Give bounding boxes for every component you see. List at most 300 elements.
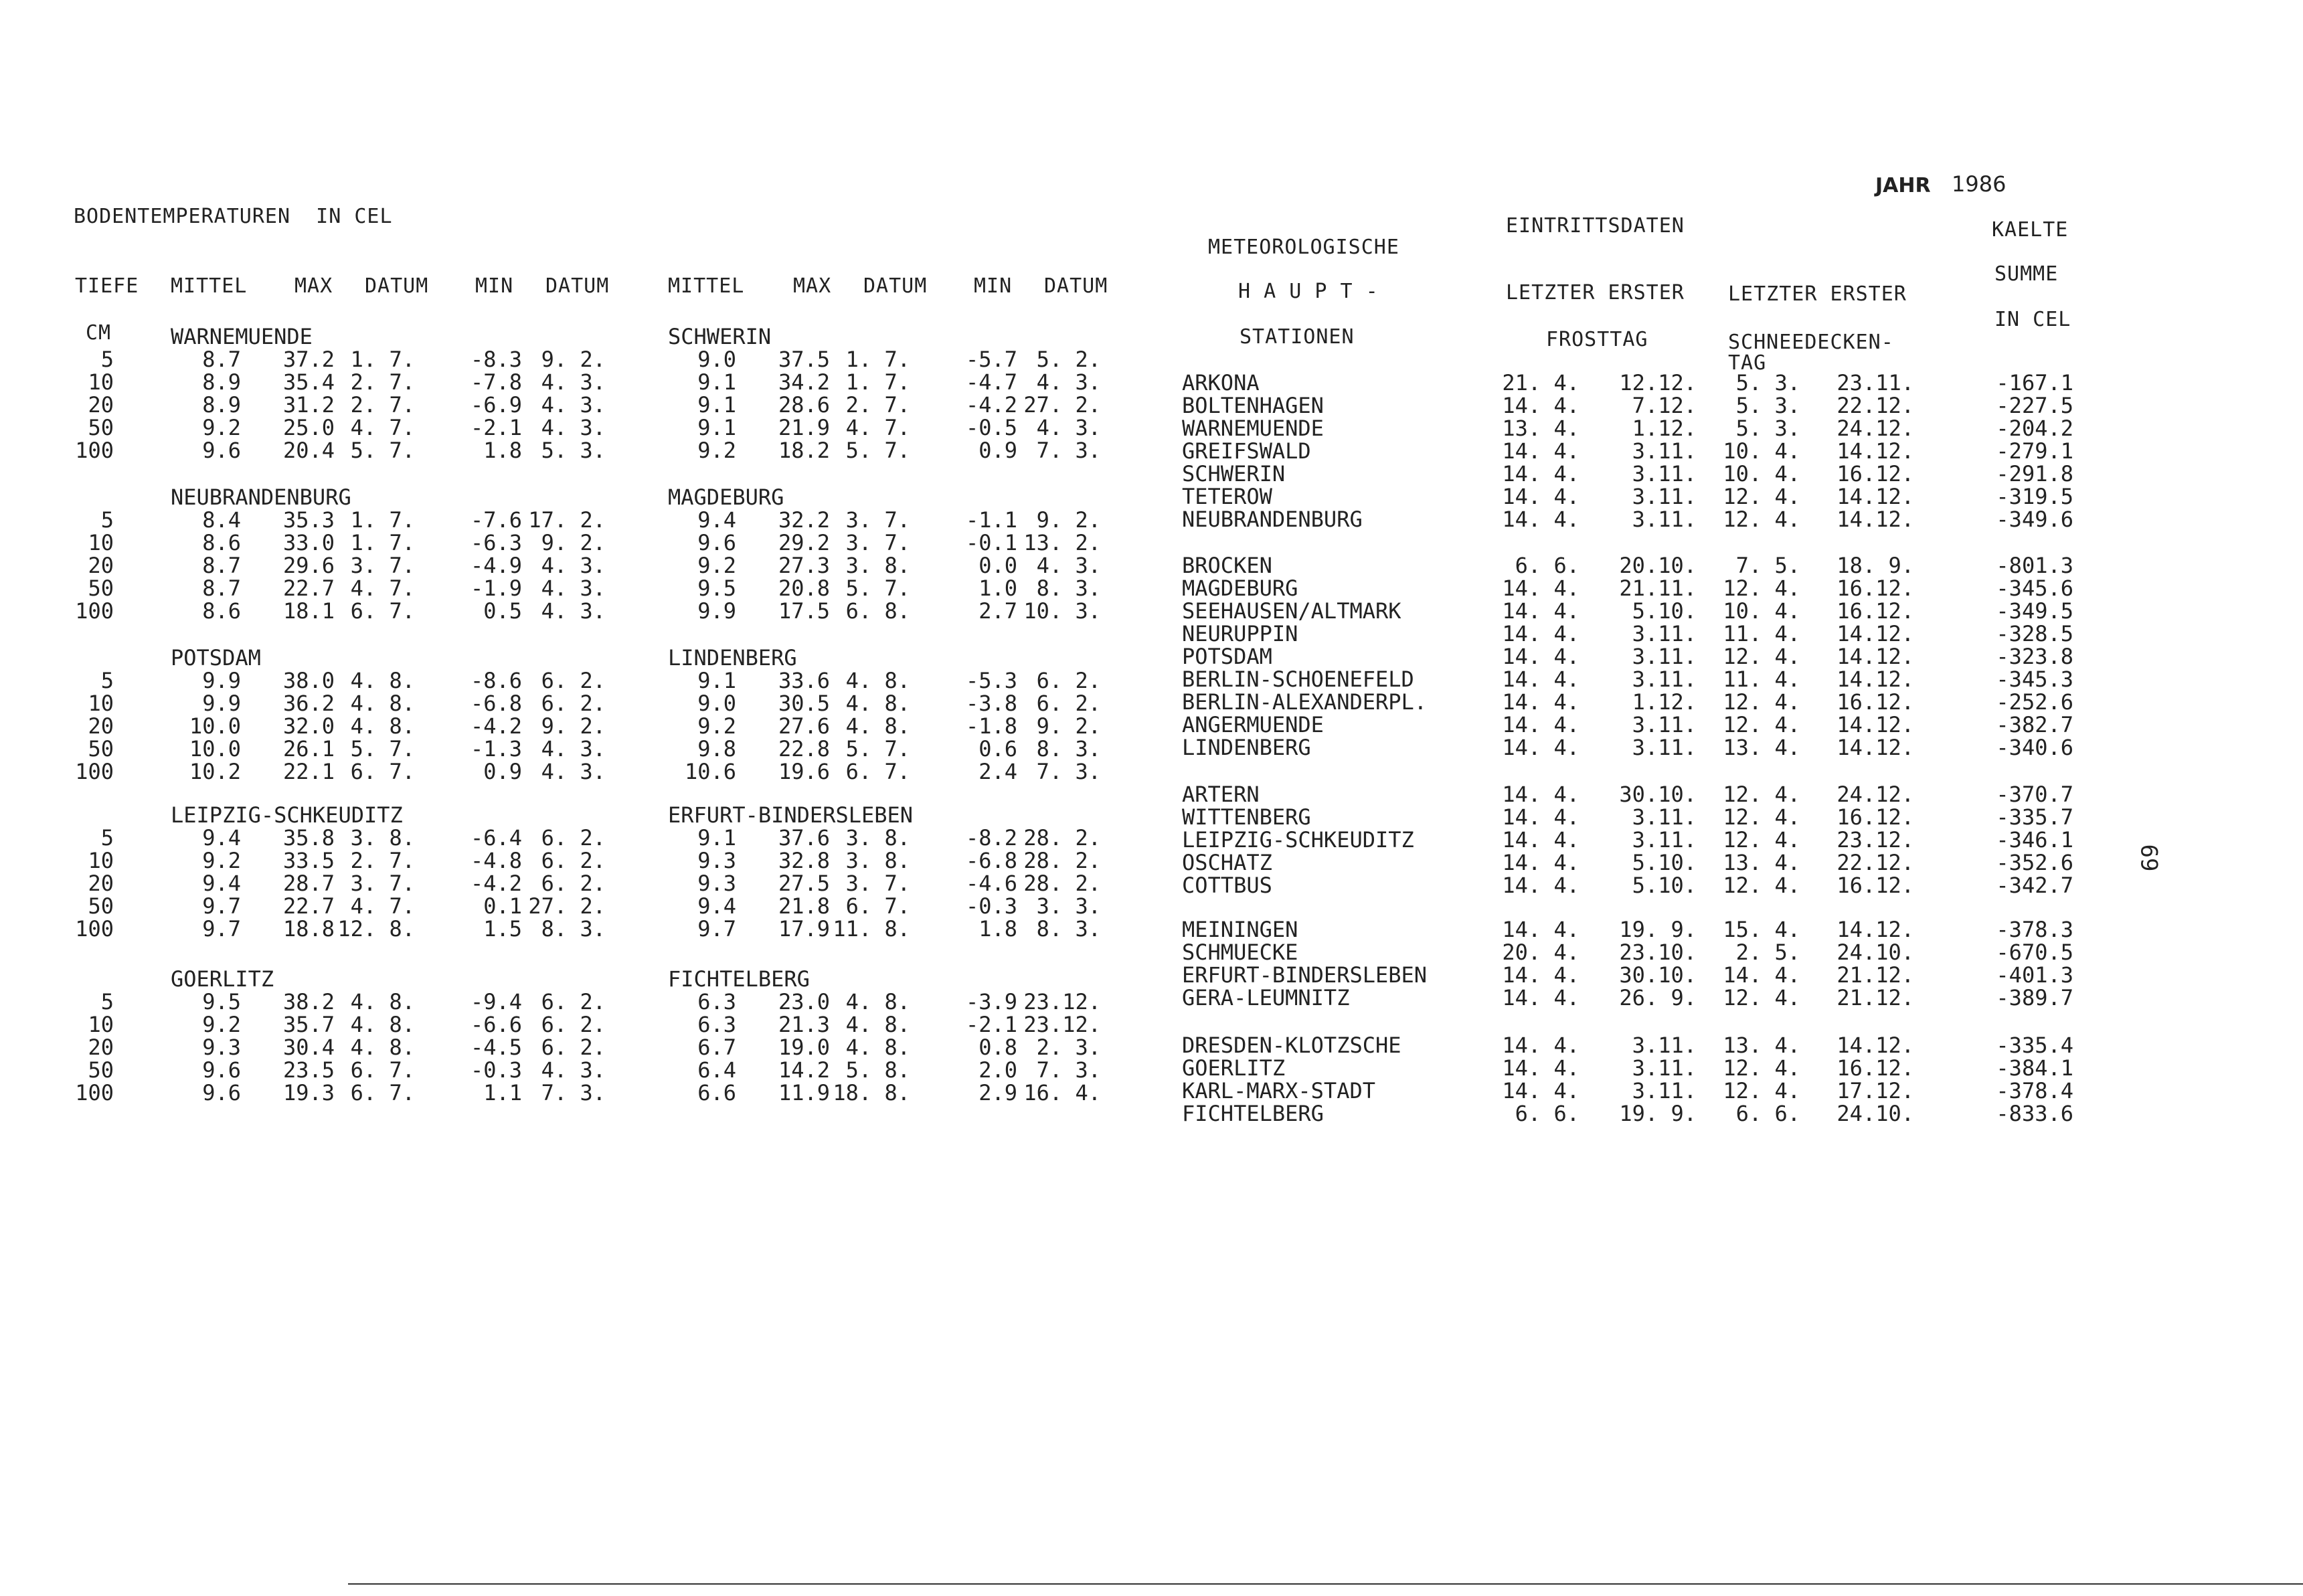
soil-value-cell: 9.6 — [697, 530, 736, 555]
depth-cell: 50 — [88, 575, 114, 601]
soil-value-cell: 9.3 — [697, 848, 736, 873]
soil-value-cell: 22.1 — [282, 759, 335, 784]
soil-value-cell: 28. 2. — [1023, 848, 1101, 873]
date-cell: 3.11. — [1632, 621, 1697, 646]
soil-value-cell: 2.4 — [978, 759, 1017, 784]
station-name: ANGERMUENDE — [1182, 712, 1324, 737]
soil-value-cell: 6. 2. — [541, 989, 606, 1014]
date-cell: 14. 4. — [1502, 689, 1580, 715]
date-cell: 19. 9. — [1619, 917, 1697, 942]
header-meteorologische: METEOROLOGISCHE — [1208, 236, 1399, 259]
station-name: ARKONA — [1182, 370, 1260, 395]
soil-value-cell: 10.0 — [189, 736, 241, 762]
soil-value-cell: 9.9 — [202, 668, 241, 693]
station-block-name: WARNEMUENDE — [171, 324, 313, 349]
date-cell: 16.12. — [1837, 804, 1914, 830]
soil-value-cell: 27.6 — [778, 713, 830, 739]
soil-value-cell: 34.2 — [778, 369, 830, 395]
depth-cell: 50 — [88, 415, 114, 440]
soil-value-cell: 9.2 — [697, 553, 736, 578]
date-cell: 16.12. — [1837, 1055, 1914, 1081]
date-cell: 14. 4. — [1502, 917, 1580, 942]
soil-value-cell: 23.0 — [778, 989, 830, 1014]
soil-value-cell: 8.7 — [202, 575, 241, 601]
soil-value-cell: -0.5 — [965, 415, 1017, 440]
date-cell: 12. 4. — [1723, 712, 1800, 737]
soil-value-cell: 18. 8. — [833, 1080, 910, 1105]
soil-value-cell: 33.5 — [282, 848, 335, 873]
kaelte-sum-cell: -345.3 — [1996, 667, 2073, 692]
soil-value-cell: -0.3 — [965, 893, 1017, 919]
soil-value-cell: 11.9 — [778, 1080, 830, 1105]
soil-value-cell: 27. 2. — [528, 893, 606, 919]
station-name: ARTERN — [1182, 782, 1260, 807]
date-cell: 5. 3. — [1735, 416, 1800, 441]
date-cell: 24.12. — [1837, 416, 1914, 441]
soil-value-cell: 8.9 — [202, 392, 241, 418]
date-cell: 16.12. — [1837, 873, 1914, 898]
soil-value-cell: 1.5 — [483, 916, 522, 942]
soil-value-cell: 4. 8. — [845, 691, 910, 716]
date-cell: 3.11. — [1632, 507, 1697, 532]
soil-value-cell: 4. 8. — [350, 1035, 415, 1060]
kaelte-sum-cell: -323.8 — [1996, 644, 2073, 669]
header-frosttag: FROSTTAG — [1546, 328, 1648, 351]
date-cell: 14. 4. — [1502, 962, 1580, 988]
date-cell: 14.12. — [1837, 917, 1914, 942]
soil-value-cell: 17.9 — [778, 916, 830, 942]
date-cell: 14. 4. — [1502, 985, 1580, 1010]
bottom-rule — [348, 1583, 2303, 1585]
soil-value-cell: 4. 8. — [350, 1012, 415, 1037]
kaelte-sum-cell: -384.1 — [1996, 1055, 2073, 1081]
soil-value-cell: 5. 7. — [845, 438, 910, 463]
date-cell: 21.12. — [1837, 962, 1914, 988]
soil-value-cell: 8. 3. — [1036, 575, 1101, 601]
soil-value-cell: 4. 8. — [845, 668, 910, 693]
soil-value-cell: 9.7 — [202, 893, 241, 919]
date-cell: 12. 4. — [1723, 1078, 1800, 1103]
soil-value-cell: 35.4 — [282, 369, 335, 395]
soil-value-cell: 5. 7. — [845, 575, 910, 601]
station-name: NEURUPPIN — [1182, 621, 1298, 646]
station-name: GREIFSWALD — [1182, 438, 1311, 464]
soil-value-cell: -7.6 — [470, 507, 522, 533]
depth-cell: 100 — [75, 1080, 114, 1105]
date-cell: 7. 5. — [1735, 553, 1800, 578]
soil-value-cell: 9.4 — [697, 893, 736, 919]
station-name: BOLTENHAGEN — [1182, 393, 1324, 418]
date-cell: 16.12. — [1837, 461, 1914, 486]
date-cell: 11. 4. — [1723, 621, 1800, 646]
soil-value-cell: -5.3 — [965, 668, 1017, 693]
soil-value-cell: 3. 7. — [350, 871, 415, 896]
soil-value-cell: 23.5 — [282, 1057, 335, 1083]
date-cell: 30.10. — [1619, 962, 1697, 988]
soil-value-cell: 2. 7. — [350, 392, 415, 418]
soil-value-cell: 4. 8. — [350, 713, 415, 739]
soil-value-cell: 10.2 — [189, 759, 241, 784]
depth-cell: 5 — [100, 989, 114, 1014]
station-block-name: ERFURT-BINDERSLEBEN — [668, 802, 914, 828]
station-name: WARNEMUENDE — [1182, 416, 1324, 441]
soil-value-cell: -6.3 — [470, 530, 522, 555]
date-cell: 30.10. — [1619, 782, 1697, 807]
soil-value-cell: 4. 3. — [1036, 415, 1101, 440]
date-cell: 18. 9. — [1837, 553, 1914, 578]
soil-value-cell: 19.6 — [778, 759, 830, 784]
date-cell: 21.11. — [1619, 575, 1697, 601]
depth-cell: 20 — [88, 871, 114, 896]
soil-value-cell: 6.4 — [697, 1057, 736, 1083]
soil-value-cell: 4. 7. — [350, 893, 415, 919]
soil-value-cell: 35.7 — [282, 1012, 335, 1037]
soil-value-cell: -4.2 — [470, 713, 522, 739]
soil-value-cell: 4. 3. — [541, 736, 606, 762]
date-cell: 3.11. — [1632, 735, 1697, 760]
soil-value-cell: 6. 7. — [350, 598, 415, 624]
soil-value-cell: -3.8 — [965, 691, 1017, 716]
soil-value-cell: 20.4 — [282, 438, 335, 463]
date-cell: 14. 4. — [1502, 1055, 1580, 1081]
kaelte-sum-cell: -319.5 — [1996, 484, 2073, 509]
header-min-right: MIN — [974, 274, 1013, 298]
header-datum-right-2: DATUM — [1044, 274, 1108, 298]
soil-value-cell: 4. 8. — [350, 668, 415, 693]
soil-value-cell: 6. 2. — [541, 825, 606, 851]
soil-value-cell: 18.2 — [778, 438, 830, 463]
soil-value-cell: 13. 2. — [1023, 530, 1101, 555]
soil-value-cell: -4.8 — [470, 848, 522, 873]
soil-value-cell: -4.9 — [470, 553, 522, 578]
soil-value-cell: 8. 3. — [1036, 736, 1101, 762]
soil-value-cell: 31.2 — [282, 392, 335, 418]
soil-value-cell: 4. 8. — [350, 691, 415, 716]
date-cell: 14. 4. — [1502, 712, 1580, 737]
soil-value-cell: -6.6 — [470, 1012, 522, 1037]
soil-value-cell: 1.8 — [978, 916, 1017, 942]
soil-value-cell: 9.7 — [202, 916, 241, 942]
depth-cell: 10 — [88, 848, 114, 873]
soil-value-cell: 25.0 — [282, 415, 335, 440]
soil-value-cell: 4. 3. — [1036, 369, 1101, 395]
soil-value-cell: 9.5 — [202, 989, 241, 1014]
soil-value-cell: 4. 7. — [350, 575, 415, 601]
soil-value-cell: 9.2 — [202, 415, 241, 440]
date-cell: 12. 4. — [1723, 873, 1800, 898]
station-name: BERLIN-ALEXANDERPL. — [1182, 689, 1428, 715]
soil-value-cell: 4. 8. — [845, 1035, 910, 1060]
station-name: WITTENBERG — [1182, 804, 1311, 830]
soil-value-cell: 22.7 — [282, 575, 335, 601]
soil-value-cell: 9.2 — [697, 713, 736, 739]
date-cell: 3.11. — [1632, 804, 1697, 830]
kaelte-sum-cell: -382.7 — [1996, 712, 2073, 737]
soil-value-cell: 1.0 — [978, 575, 1017, 601]
soil-value-cell: 3. 8. — [845, 825, 910, 851]
date-cell: 23.12. — [1837, 827, 1914, 853]
date-cell: 5.10. — [1632, 850, 1697, 875]
soil-value-cell: 30.4 — [282, 1035, 335, 1060]
soil-value-cell: 8.6 — [202, 598, 241, 624]
date-cell: 20.10. — [1619, 553, 1697, 578]
station-name: SEEHAUSEN/ALTMARK — [1182, 598, 1401, 624]
header-summe: SUMME — [1994, 262, 2059, 286]
soil-value-cell: -6.4 — [470, 825, 522, 851]
header-max: MAX — [294, 274, 333, 298]
soil-value-cell: 0.6 — [978, 736, 1017, 762]
date-cell: 3.11. — [1632, 712, 1697, 737]
soil-value-cell: 33.0 — [282, 530, 335, 555]
depth-cell: 5 — [100, 507, 114, 533]
soil-value-cell: 9.1 — [697, 392, 736, 418]
soil-value-cell: 9. 2. — [541, 347, 606, 372]
station-name: ERFURT-BINDERSLEBEN — [1182, 962, 1428, 988]
date-cell: 14.12. — [1837, 484, 1914, 509]
soil-value-cell: 9. 2. — [1036, 507, 1101, 533]
soil-value-cell: 9. 2. — [1036, 713, 1101, 739]
soil-value-cell: 9.2 — [202, 848, 241, 873]
soil-value-cell: 35.3 — [282, 507, 335, 533]
year-value: 1986 — [1952, 171, 2007, 197]
station-name: FICHTELBERG — [1182, 1101, 1324, 1126]
soil-value-cell: 8.6 — [202, 530, 241, 555]
header-tag: TAG — [1728, 351, 1767, 375]
soil-value-cell: 4. 3. — [541, 1057, 606, 1083]
kaelte-sum-cell: -346.1 — [1996, 827, 2073, 853]
soil-value-cell: 9.1 — [697, 825, 736, 851]
soil-value-cell: 9.6 — [202, 1080, 241, 1105]
soil-value-cell: 21.3 — [778, 1012, 830, 1037]
date-cell: 24.12. — [1837, 782, 1914, 807]
date-cell: 14. 4. — [1502, 393, 1580, 418]
date-cell: 12. 4. — [1723, 985, 1800, 1010]
station-name: TETEROW — [1182, 484, 1272, 509]
soil-value-cell: 10.0 — [189, 713, 241, 739]
soil-value-cell: 26.1 — [282, 736, 335, 762]
soil-value-cell: 2. 7. — [350, 848, 415, 873]
soil-value-cell: 32.2 — [778, 507, 830, 533]
soil-value-cell: 18.8 — [282, 916, 335, 942]
soil-value-cell: 11. 8. — [833, 916, 910, 942]
soil-value-cell: 32.0 — [282, 713, 335, 739]
soil-value-cell: 12. 8. — [337, 916, 415, 942]
soil-value-cell: 2.9 — [978, 1080, 1017, 1105]
soil-value-cell: -1.9 — [470, 575, 522, 601]
station-name: MAGDEBURG — [1182, 575, 1298, 601]
header-max-right: MAX — [793, 274, 832, 298]
date-cell: 12.12. — [1619, 370, 1697, 395]
header-mittel: MITTEL — [171, 274, 248, 298]
date-cell: 16.12. — [1837, 689, 1914, 715]
header-haupt: H A U P T - — [1238, 280, 1379, 303]
soil-value-cell: 6. 7. — [845, 759, 910, 784]
depth-cell: 100 — [75, 438, 114, 463]
soil-value-cell: 10.6 — [684, 759, 736, 784]
depth-cell: 50 — [88, 736, 114, 762]
soil-value-cell: 8.7 — [202, 553, 241, 578]
soil-value-cell: -4.2 — [470, 871, 522, 896]
date-cell: 5. 3. — [1735, 370, 1800, 395]
soil-value-cell: 1. 7. — [350, 507, 415, 533]
soil-value-cell: 9.8 — [697, 736, 736, 762]
soil-value-cell: 9.5 — [697, 575, 736, 601]
soil-value-cell: 5. 7. — [845, 736, 910, 762]
header-letzter-erster-schnee: LETZTER ERSTER — [1728, 282, 1907, 306]
station-name: GOERLITZ — [1182, 1055, 1286, 1081]
date-cell: 14. 4. — [1502, 507, 1580, 532]
soil-value-cell: 9.1 — [697, 415, 736, 440]
header-cm: CM — [86, 321, 112, 345]
kaelte-sum-cell: -167.1 — [1996, 370, 2073, 395]
date-cell: 14. 4. — [1502, 735, 1580, 760]
soil-value-cell: 29.2 — [778, 530, 830, 555]
soil-value-cell: 1.1 — [483, 1080, 522, 1105]
date-cell: 14. 4. — [1502, 1033, 1580, 1058]
date-cell: 3.11. — [1632, 1033, 1697, 1058]
soil-value-cell: 4. 3. — [541, 759, 606, 784]
date-cell: 12. 4. — [1723, 1055, 1800, 1081]
soil-value-cell: 19.0 — [778, 1035, 830, 1060]
date-cell: 12. 4. — [1723, 507, 1800, 532]
date-cell: 14.12. — [1837, 621, 1914, 646]
date-cell: 3.11. — [1632, 827, 1697, 853]
station-name: OSCHATZ — [1182, 850, 1272, 875]
soil-value-cell: 27.3 — [778, 553, 830, 578]
date-cell: 14.12. — [1837, 1033, 1914, 1058]
date-cell: 6. 6. — [1515, 1101, 1580, 1126]
soil-value-cell: 4. 3. — [541, 415, 606, 440]
station-block-name: SCHWERIN — [668, 324, 772, 349]
station-block-name: LEIPZIG-SCHKEUDITZ — [171, 802, 403, 828]
kaelte-sum-cell: -227.5 — [1996, 393, 2073, 418]
soil-value-cell: 27. 2. — [1023, 392, 1101, 418]
station-name: POTSDAM — [1182, 644, 1272, 669]
soil-value-cell: 28.7 — [282, 871, 335, 896]
station-block-name: FICHTELBERG — [668, 966, 810, 992]
soil-value-cell: 1. 7. — [845, 347, 910, 372]
station-block-name: POTSDAM — [171, 645, 261, 671]
soil-value-cell: 3. 7. — [845, 507, 910, 533]
depth-cell: 100 — [75, 598, 114, 624]
header-stationen: STATIONEN — [1240, 325, 1355, 349]
date-cell: 3.11. — [1632, 484, 1697, 509]
depth-cell: 50 — [88, 1057, 114, 1083]
soil-value-cell: 37.2 — [282, 347, 335, 372]
station-name: SCHMUECKE — [1182, 940, 1298, 965]
date-cell: 3.11. — [1632, 1078, 1697, 1103]
kaelte-sum-cell: -378.4 — [1996, 1078, 2073, 1103]
soil-value-cell: 6. 2. — [541, 668, 606, 693]
date-cell: 14. 4. — [1502, 827, 1580, 853]
soil-value-cell: 6. 2. — [541, 1012, 606, 1037]
date-cell: 14.12. — [1837, 667, 1914, 692]
date-cell: 14. 4. — [1502, 667, 1580, 692]
date-cell: 17.12. — [1837, 1078, 1914, 1103]
station-name: COTTBUS — [1182, 873, 1272, 898]
soil-value-cell: 1. 7. — [350, 347, 415, 372]
station-block-name: MAGDEBURG — [668, 484, 784, 510]
date-cell: 12. 4. — [1723, 804, 1800, 830]
date-cell: 3.11. — [1632, 461, 1697, 486]
soil-value-cell: 7. 3. — [1036, 1057, 1101, 1083]
depth-cell: 10 — [88, 369, 114, 395]
soil-value-cell: 9. 2. — [541, 713, 606, 739]
soil-value-cell: 4. 7. — [350, 415, 415, 440]
soil-value-cell: -4.7 — [965, 369, 1017, 395]
date-cell: 20. 4. — [1502, 940, 1580, 965]
soil-value-cell: 9.3 — [697, 871, 736, 896]
date-cell: 24.10. — [1837, 1101, 1914, 1126]
soil-value-cell: -1.8 — [965, 713, 1017, 739]
soil-value-cell: -6.8 — [470, 691, 522, 716]
soil-value-cell: 0.9 — [978, 438, 1017, 463]
soil-value-cell: 9.9 — [697, 598, 736, 624]
soil-value-cell: 23.12. — [1023, 1012, 1101, 1037]
page-title: BODENTEMPERATUREN IN CEL — [74, 205, 393, 228]
soil-value-cell: -6.9 — [470, 392, 522, 418]
date-cell: 22.12. — [1837, 393, 1914, 418]
date-cell: 12. 4. — [1723, 644, 1800, 669]
date-cell: 14. 4. — [1502, 621, 1580, 646]
date-cell: 14. 4. — [1502, 1078, 1580, 1103]
soil-value-cell: 9.1 — [697, 369, 736, 395]
kaelte-sum-cell: -279.1 — [1996, 438, 2073, 464]
soil-value-cell: 20.8 — [778, 575, 830, 601]
date-cell: 3.11. — [1632, 438, 1697, 464]
kaelte-sum-cell: -204.2 — [1996, 416, 2073, 441]
soil-value-cell: 6. 2. — [541, 691, 606, 716]
date-cell: 14. 4. — [1502, 438, 1580, 464]
header-in-cel: IN CEL — [1994, 308, 2071, 331]
soil-value-cell: 9.0 — [697, 347, 736, 372]
soil-value-cell: 8.9 — [202, 369, 241, 395]
soil-value-cell: -3.9 — [965, 989, 1017, 1014]
soil-value-cell: 9.0 — [697, 691, 736, 716]
kaelte-sum-cell: -328.5 — [1996, 621, 2073, 646]
date-cell: 7.12. — [1632, 393, 1697, 418]
date-cell: 14.12. — [1837, 712, 1914, 737]
soil-value-cell: 1. 7. — [845, 369, 910, 395]
header-eintrittsdaten: EINTRITTSDATEN — [1506, 214, 1685, 238]
soil-value-cell: 19.3 — [282, 1080, 335, 1105]
soil-value-cell: 1.8 — [483, 438, 522, 463]
date-cell: 12. 4. — [1723, 827, 1800, 853]
soil-value-cell: 10. 3. — [1023, 598, 1101, 624]
date-cell: 3.11. — [1632, 667, 1697, 692]
date-cell: 14. 4. — [1502, 644, 1580, 669]
soil-value-cell: 23.12. — [1023, 989, 1101, 1014]
station-name: LEIPZIG-SCHKEUDITZ — [1182, 827, 1414, 853]
header-kaelte: KAELTE — [1992, 218, 2069, 242]
station-name: GERA-LEUMNITZ — [1182, 985, 1350, 1010]
date-cell: 13. 4. — [1502, 416, 1580, 441]
soil-value-cell: 37.6 — [778, 825, 830, 851]
soil-value-cell: 6.6 — [697, 1080, 736, 1105]
date-cell: 6. 6. — [1515, 553, 1580, 578]
soil-value-cell: 8.4 — [202, 507, 241, 533]
date-cell: 12. 4. — [1723, 689, 1800, 715]
date-cell: 14. 4. — [1723, 962, 1800, 988]
date-cell: 14. 4. — [1502, 575, 1580, 601]
date-cell: 14.12. — [1837, 644, 1914, 669]
date-cell: 14. 4. — [1502, 850, 1580, 875]
station-name: LINDENBERG — [1182, 735, 1311, 760]
soil-value-cell: 4. 3. — [541, 392, 606, 418]
kaelte-sum-cell: -349.6 — [1996, 507, 2073, 532]
depth-cell: 20 — [88, 392, 114, 418]
kaelte-sum-cell: -389.7 — [1996, 985, 2073, 1010]
